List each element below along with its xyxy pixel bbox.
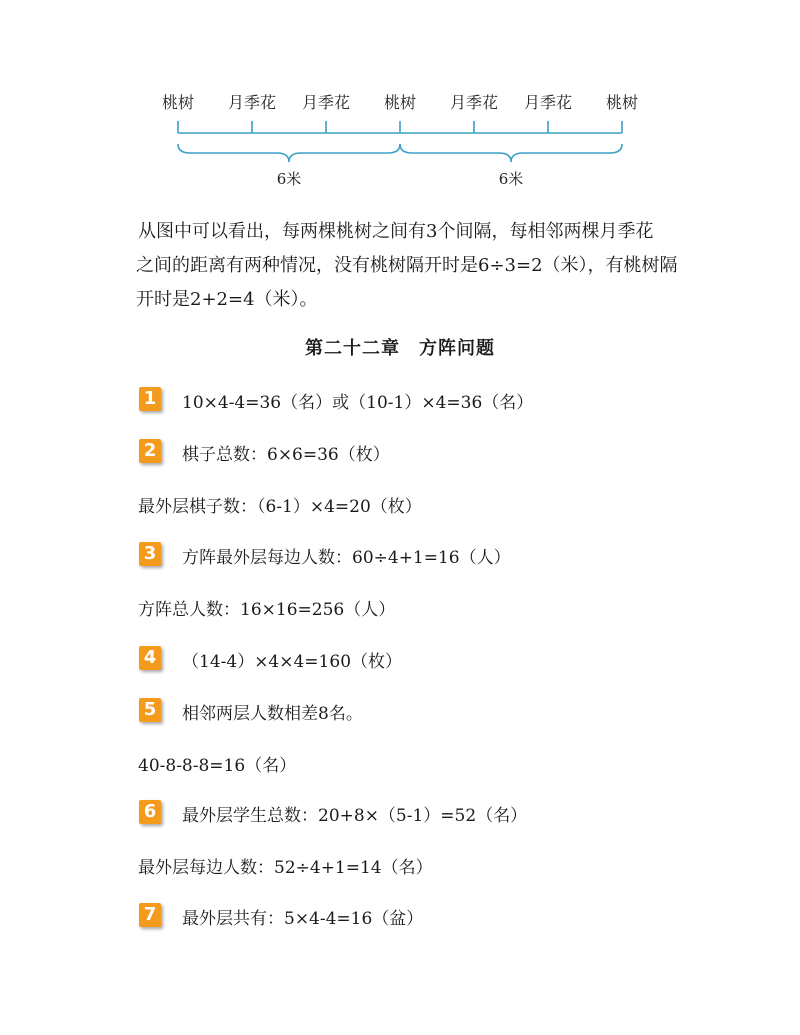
chapter-title: 第二十二章 方阵问题 bbox=[305, 338, 495, 359]
answer-line-9: 最外层学生总数：20+8×（5-1）=52（名） bbox=[182, 806, 528, 826]
answer-line-10: 最外层每边人数：52÷4+1=14（名） bbox=[138, 858, 433, 878]
item-number-badge-7: 7 bbox=[139, 903, 161, 927]
diagram-lines bbox=[0, 0, 800, 200]
diagram-brace-right bbox=[400, 144, 622, 162]
answer-line-11: 最外层共有：5×4-4=16（盆） bbox=[182, 909, 424, 929]
item-number-badge-3: 3 bbox=[139, 542, 161, 566]
answer-line-1: 10×4-4=36（名）或（10-1）×4=36（名） bbox=[182, 393, 534, 413]
diagram-brace-left bbox=[178, 144, 400, 162]
diagram-label-rose-2: 月季花 bbox=[301, 93, 351, 112]
item-number-badge-4: 4 bbox=[139, 646, 161, 670]
paragraph-line-2: 之间的距离有两种情况，没有桃树隔开时是6÷3=2（米），有桃树隔 bbox=[136, 255, 678, 276]
diagram-span-label-1: 6米 bbox=[276, 170, 302, 188]
diagram-span-label-2: 6米 bbox=[498, 170, 524, 188]
answer-line-4: 方阵最外层每边人数：60÷4+1=16（人） bbox=[182, 548, 511, 568]
diagram-label-peach-1: 桃树 bbox=[161, 93, 195, 112]
answer-line-2: 棋子总数：6×6=36（枚） bbox=[182, 445, 390, 465]
item-number-badge-2: 2 bbox=[139, 439, 161, 463]
item-number-badge-1: 1 bbox=[139, 387, 161, 411]
diagram-label-rose-1: 月季花 bbox=[227, 93, 277, 112]
answer-line-6: （14-4）×4×4=160（枚） bbox=[182, 652, 403, 672]
paragraph-line-3: 开时是2+2=4（米）。 bbox=[136, 289, 318, 310]
answer-line-8: 40-8-8-8=16（名） bbox=[138, 756, 297, 776]
paragraph-line-1: 从图中可以看出，每两棵桃树之间有3个间隔，每相邻两棵月季花 bbox=[138, 221, 654, 242]
answer-line-5: 方阵总人数：16×16=256（人） bbox=[138, 600, 396, 620]
diagram-label-rose-4: 月季花 bbox=[523, 93, 573, 112]
diagram-label-peach-2: 桃树 bbox=[383, 93, 417, 112]
answer-line-7: 相邻两层人数相差8名。 bbox=[182, 704, 363, 724]
explanation-paragraph bbox=[138, 215, 698, 317]
item-number-badge-5: 5 bbox=[139, 698, 161, 722]
answer-line-3: 最外层棋子数：（6-1）×4=20（枚） bbox=[138, 497, 422, 517]
diagram-label-rose-3: 月季花 bbox=[449, 93, 499, 112]
diagram-label-peach-3: 桃树 bbox=[605, 93, 639, 112]
item-number-badge-6: 6 bbox=[139, 800, 161, 824]
